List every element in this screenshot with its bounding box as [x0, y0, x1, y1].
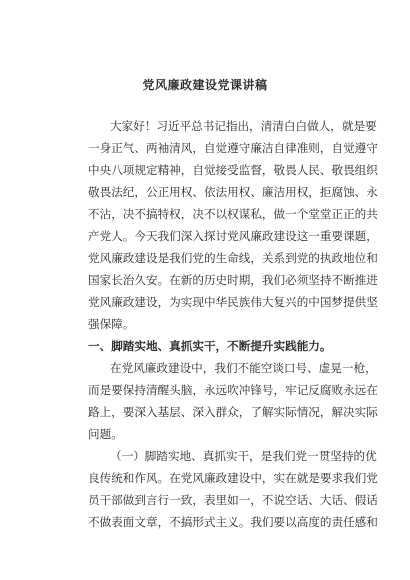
paragraph-line: 强保障。: [88, 317, 135, 331]
paragraph-line: 路上，要深入基层、深入群众，了解实际情况，解决实际: [88, 405, 378, 419]
paragraph-line: 而是要保持清醒头脑，永远吹冲锋号，牢记反腐败永远在: [88, 383, 378, 397]
paragraph-line: 员干部做到言行一致，表里如一，不说空话、大话、假话: [88, 493, 378, 507]
paragraph-line: 一身正气、两袖清风，自觉遵守廉洁自律准则，自觉遵守: [88, 141, 378, 155]
paragraph-line: 问题。: [88, 427, 123, 441]
paragraph-line: 良传统和作风。在党风廉政建设中，实在就是要求我们党: [88, 471, 378, 485]
document-title: 党风廉政建设党课讲稿: [142, 78, 268, 92]
paragraph-line: 敬畏法纪，公正用权、依法用权、廉洁用权，拒腐蚀、永: [88, 185, 378, 199]
paragraph-line: 中央八项规定精神，自觉接受监督，敬畏人民、敬畏组织: [88, 163, 378, 177]
section-heading: 一、脚踏实地、真抓实干，不断提升实践能力。: [88, 339, 332, 353]
paragraph-line: 大家好！习近平总书记指出，清清白白做人，就是要: [110, 119, 377, 133]
paragraph-line: 国家长治久安。在新的历史时期，我们必须坚持不断推进: [88, 273, 378, 287]
subsection-line: （一）脚踏实地、真抓实干，是我们党一贯坚持的优: [110, 449, 377, 463]
paragraph-line: 在党风廉政建设中，我们不能空谈口号、虚晃一枪，: [110, 361, 377, 375]
paragraph-line: 党风廉政建设，为实现中华民族伟大复兴的中国梦提供坚: [88, 295, 378, 309]
paragraph-line: 不沾，决不搞特权，决不以权谋私，做一个堂堂正正的共: [88, 207, 378, 221]
paragraph-line: 党风廉政建设是我们党的生命线，关系到党的执政地位和: [88, 251, 378, 265]
paragraph-line: 不做表面文章，不搞形式主义。我们要以高度的责任感和: [88, 515, 378, 529]
paragraph-line: 产党人。今天我们深入探讨党风廉政建设这一重要课题，: [88, 229, 378, 243]
